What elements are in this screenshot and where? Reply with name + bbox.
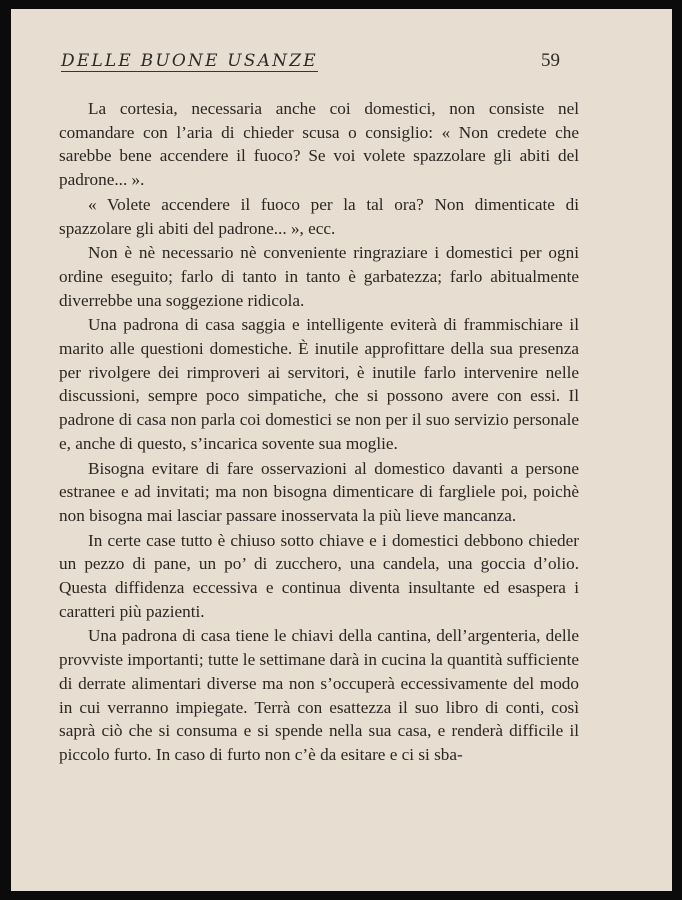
paragraph: « Volete accendere il fuoco per la tal ora? Non dimenticate di spazzolare gli abiti del padrone... », ecc. (59, 194, 579, 238)
book-page (11, 9, 672, 891)
running-head: DELLE BUONE USANZE (61, 51, 318, 71)
body-text (59, 97, 579, 767)
paragraph: Una padrona di casa tiene le chiavi della cantina, dell’argenteria, delle provviste importanti; tutte le settimane darà in cucina la quantità sufficiente di derrate alimentari diverse ma non s’occuperà eccessivamente del modo in cui verranno impiegate. Terrà con esattezza il suo libro di conti, così saprà ciò che si consuma e si spende nella sua casa, e renderà difficile il piccolo furto. In caso di furto non c’è da esitare e ci si sba- (59, 626, 579, 764)
paragraph: La cortesia, necessaria anche coi domestici, non consiste nel comandare con l’aria di chieder scusa o consiglio: « Non credete che sarebbe bene accendere il fuoco? Se voi volete spazzolare gli abiti del padrone... ». (59, 99, 579, 190)
paragraph: In certe case tutto è chiuso sotto chiave e i domestici debbono chieder un pezzo di pane, un po’ di zucchero, una candela, una goccia d’olio. Questa diffidenza eccessiva e continua diventa insultante ed esaspera i caratteri più pazienti. (59, 530, 579, 621)
paragraph: Non è nè necessario nè conveniente ringraziare i domestici per ogni ordine eseguito; farlo di tanto in tanto è garbatezza; farlo abitualmente diverrebbe una soggezione ridicola. (59, 243, 579, 310)
paragraph: Una padrona di casa saggia e intelligente eviterà di frammischiare il marito alle questioni domestiche. È inutile approfittare della sua presenza per rivolgere dei rimproveri ai servitori, è inutile farlo intervenire nelle discussioni, sempre poco simpatiche, che si possono avere con essi. Il padrone di casa non parla coi domestici se non per il suo servizio personale e, anche di questo, s’incarica sovente sua moglie. (59, 315, 579, 453)
paragraph: Bisogna evitare di fare osservazioni al domestico davanti a persone estranee e ad invitati; ma non bisogna dimenticare di fargliele poi, poichè non bisogna mai lasciar passare inosservata la più lieve mancanza. (59, 458, 579, 525)
page-number: 59 (541, 50, 560, 71)
